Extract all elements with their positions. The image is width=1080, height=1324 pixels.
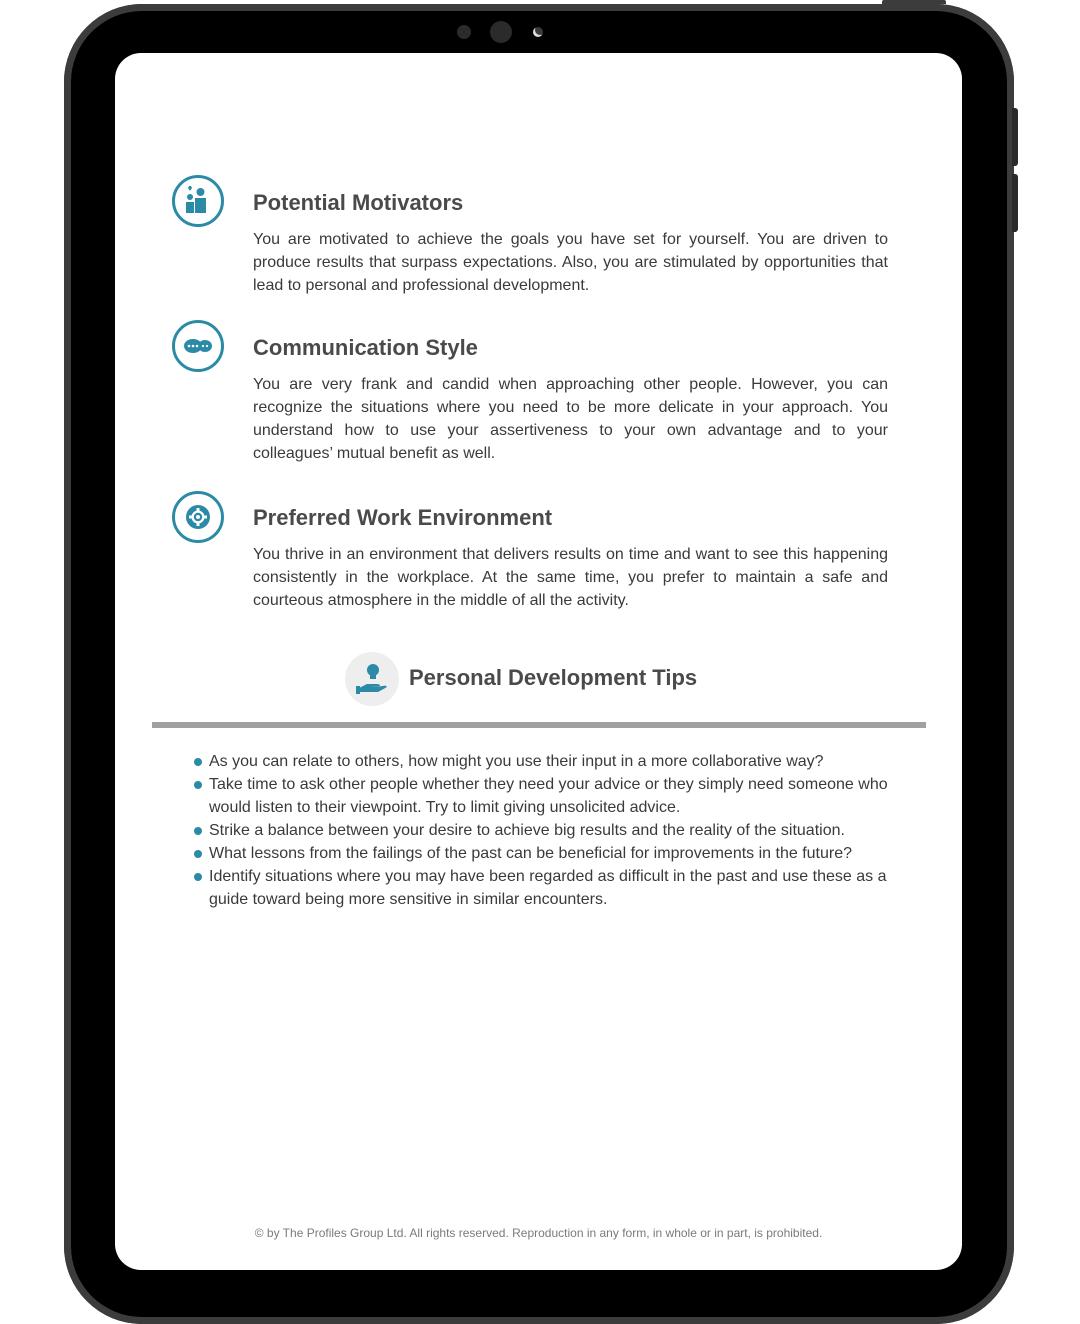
section-body-environment: You thrive in an environment that delivers results on time and want to see this happening consistently in the workplace. At the same time, you prefer to maintain a safe and courteous atmosphere in the middle of all the activity.	[253, 546, 888, 609]
tip-text: What lessons from the failings of the past can be beneficial for improvements in the future?	[209, 845, 852, 862]
tip-text: Take time to ask other people whether they need your advice or they simply need someone who would listen to their viewpoint. Try to limit giving unsolicited advice.	[209, 776, 888, 816]
tip-item	[209, 842, 899, 865]
chat-bubbles-icon	[172, 320, 224, 372]
copyright-footer: © by The Profiles Group Ltd. All rights reserved. Reproduction in any form, in whole or in part, is prohibited.	[254, 1226, 823, 1240]
section-title-communication: Communication Style	[253, 335, 478, 360]
tip-item	[209, 750, 899, 773]
tip-item	[209, 865, 899, 911]
gear-icon	[172, 491, 224, 543]
tablet-camera	[490, 21, 512, 43]
section-body-communication: You are very frank and candid when approaching other people. However, you can recognize the situations where you need to be more delicate in your approach. You understand how to use your assertiveness to your own advantage and to your colleagues’ mutual benefit as well.	[253, 376, 888, 462]
bullet-icon	[194, 873, 202, 881]
lightbulb-hand-icon	[345, 652, 399, 706]
section-title-environment: Preferred Work Environment	[253, 505, 553, 530]
document-page	[115, 53, 962, 1270]
bullet-icon	[194, 781, 202, 789]
tip-item	[209, 773, 899, 819]
tablet-volume-up-button	[1012, 108, 1018, 166]
tip-text: Identify situations where you may have been regarded as difficult in the past and use these as a guide toward being more sensitive in similar encounters.	[209, 868, 887, 908]
tablet-volume-down-button	[1012, 174, 1018, 232]
bullet-icon	[194, 827, 202, 835]
tablet-light-sensor	[533, 27, 543, 37]
section-title-motivators: Potential Motivators	[253, 190, 464, 215]
tips-list	[209, 750, 899, 911]
tips-title: Personal Development Tips	[409, 665, 698, 690]
section-body-motivators: You are motivated to achieve the goals you have set for yourself. You are driven to produce results that surpass expectations. Also, you are stimulated by opportunities that lead to personal and professional development.	[253, 231, 888, 294]
tip-text: Strike a balance between your desire to achieve big results and the reality of the situation.	[209, 822, 845, 839]
tablet-power-button	[882, 0, 946, 4]
bullet-icon	[194, 758, 202, 766]
tip-item	[209, 819, 899, 842]
bullet-icon	[194, 850, 202, 858]
motivators-icon	[172, 175, 224, 227]
section-divider	[152, 722, 926, 728]
tip-text: As you can relate to others, how might you use their input in a more collaborative way?	[209, 753, 824, 770]
tablet-sensor	[457, 25, 471, 39]
